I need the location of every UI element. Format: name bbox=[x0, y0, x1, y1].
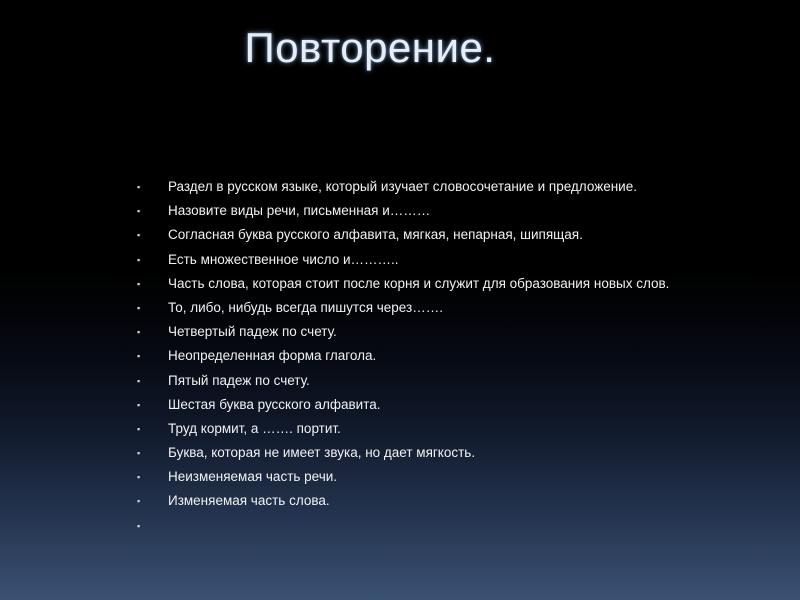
bullet-marker-icon: ▪ bbox=[137, 327, 141, 338]
bullet-marker-icon: ▪ bbox=[137, 520, 141, 531]
bullet-item bbox=[137, 223, 797, 247]
bullet-item bbox=[137, 199, 797, 223]
bullet-item bbox=[137, 272, 797, 296]
bullet-text: Назовите виды речи, письменная и……… bbox=[168, 203, 431, 219]
bullet-item bbox=[137, 296, 797, 320]
bullet-marker-icon: ▪ bbox=[137, 448, 141, 459]
bullet-marker-icon: ▪ bbox=[137, 351, 141, 362]
bullet-text: Труд кормит, а ……. портит. bbox=[168, 420, 341, 436]
bullet-item-empty bbox=[137, 514, 797, 538]
bullet-text: Изменяемая часть слова. bbox=[168, 493, 330, 509]
bullet-text: Шестая буква русского алфавита. bbox=[168, 396, 381, 412]
bullet-text: Часть слова, которая стоит после корня и служит для образования новых слов. bbox=[168, 275, 670, 291]
bullet-item bbox=[137, 393, 797, 417]
bullet-marker-icon: ▪ bbox=[137, 472, 141, 483]
bullet-item bbox=[137, 175, 797, 199]
slide-title: Повторение. bbox=[244, 24, 496, 71]
bullet-text: Буква, которая не имеет звука, но дает мягкость. bbox=[168, 445, 476, 461]
bullet-marker-icon: ▪ bbox=[137, 496, 141, 507]
bullet-marker-icon: ▪ bbox=[137, 278, 141, 289]
bullet-item bbox=[137, 417, 797, 441]
bullet-item bbox=[137, 489, 797, 513]
bullet-marker-icon: ▪ bbox=[137, 230, 141, 241]
bullet-item bbox=[137, 441, 797, 465]
bullet-text: Пятый падеж по счету. bbox=[168, 372, 310, 388]
bullet-text: Четвертый падеж по счету. bbox=[168, 324, 337, 340]
bullet-item bbox=[137, 465, 797, 489]
bullet-marker-icon: ▪ bbox=[137, 399, 141, 410]
bullet-marker-icon: ▪ bbox=[137, 423, 141, 434]
bullet-text: Есть множественное число и……….. bbox=[168, 251, 399, 267]
bullet-marker-icon: ▪ bbox=[137, 302, 141, 313]
bullet-item bbox=[137, 248, 797, 272]
bullet-text: Неопределенная форма глагола. bbox=[168, 348, 377, 364]
bullet-text: Неизменяемая часть речи. bbox=[168, 469, 338, 485]
bullet-item bbox=[137, 320, 797, 344]
bullet-marker-icon: ▪ bbox=[137, 375, 141, 386]
bullet-marker-icon: ▪ bbox=[137, 254, 141, 265]
bullet-text: Согласная буква русского алфавита, мягкая, непарная, шипящая. bbox=[168, 227, 583, 243]
bullet-list bbox=[137, 175, 797, 538]
bullet-item bbox=[137, 369, 797, 393]
bullet-text: То, либо, нибудь всегда пишутся через……. bbox=[168, 299, 443, 315]
bullet-marker-icon: ▪ bbox=[137, 206, 141, 217]
bullet-item bbox=[137, 344, 797, 368]
bullet-text: Раздел в русском языке, который изучает словосочетание и предложение. bbox=[168, 179, 637, 194]
bullet-marker-icon: ▪ bbox=[137, 182, 141, 192]
